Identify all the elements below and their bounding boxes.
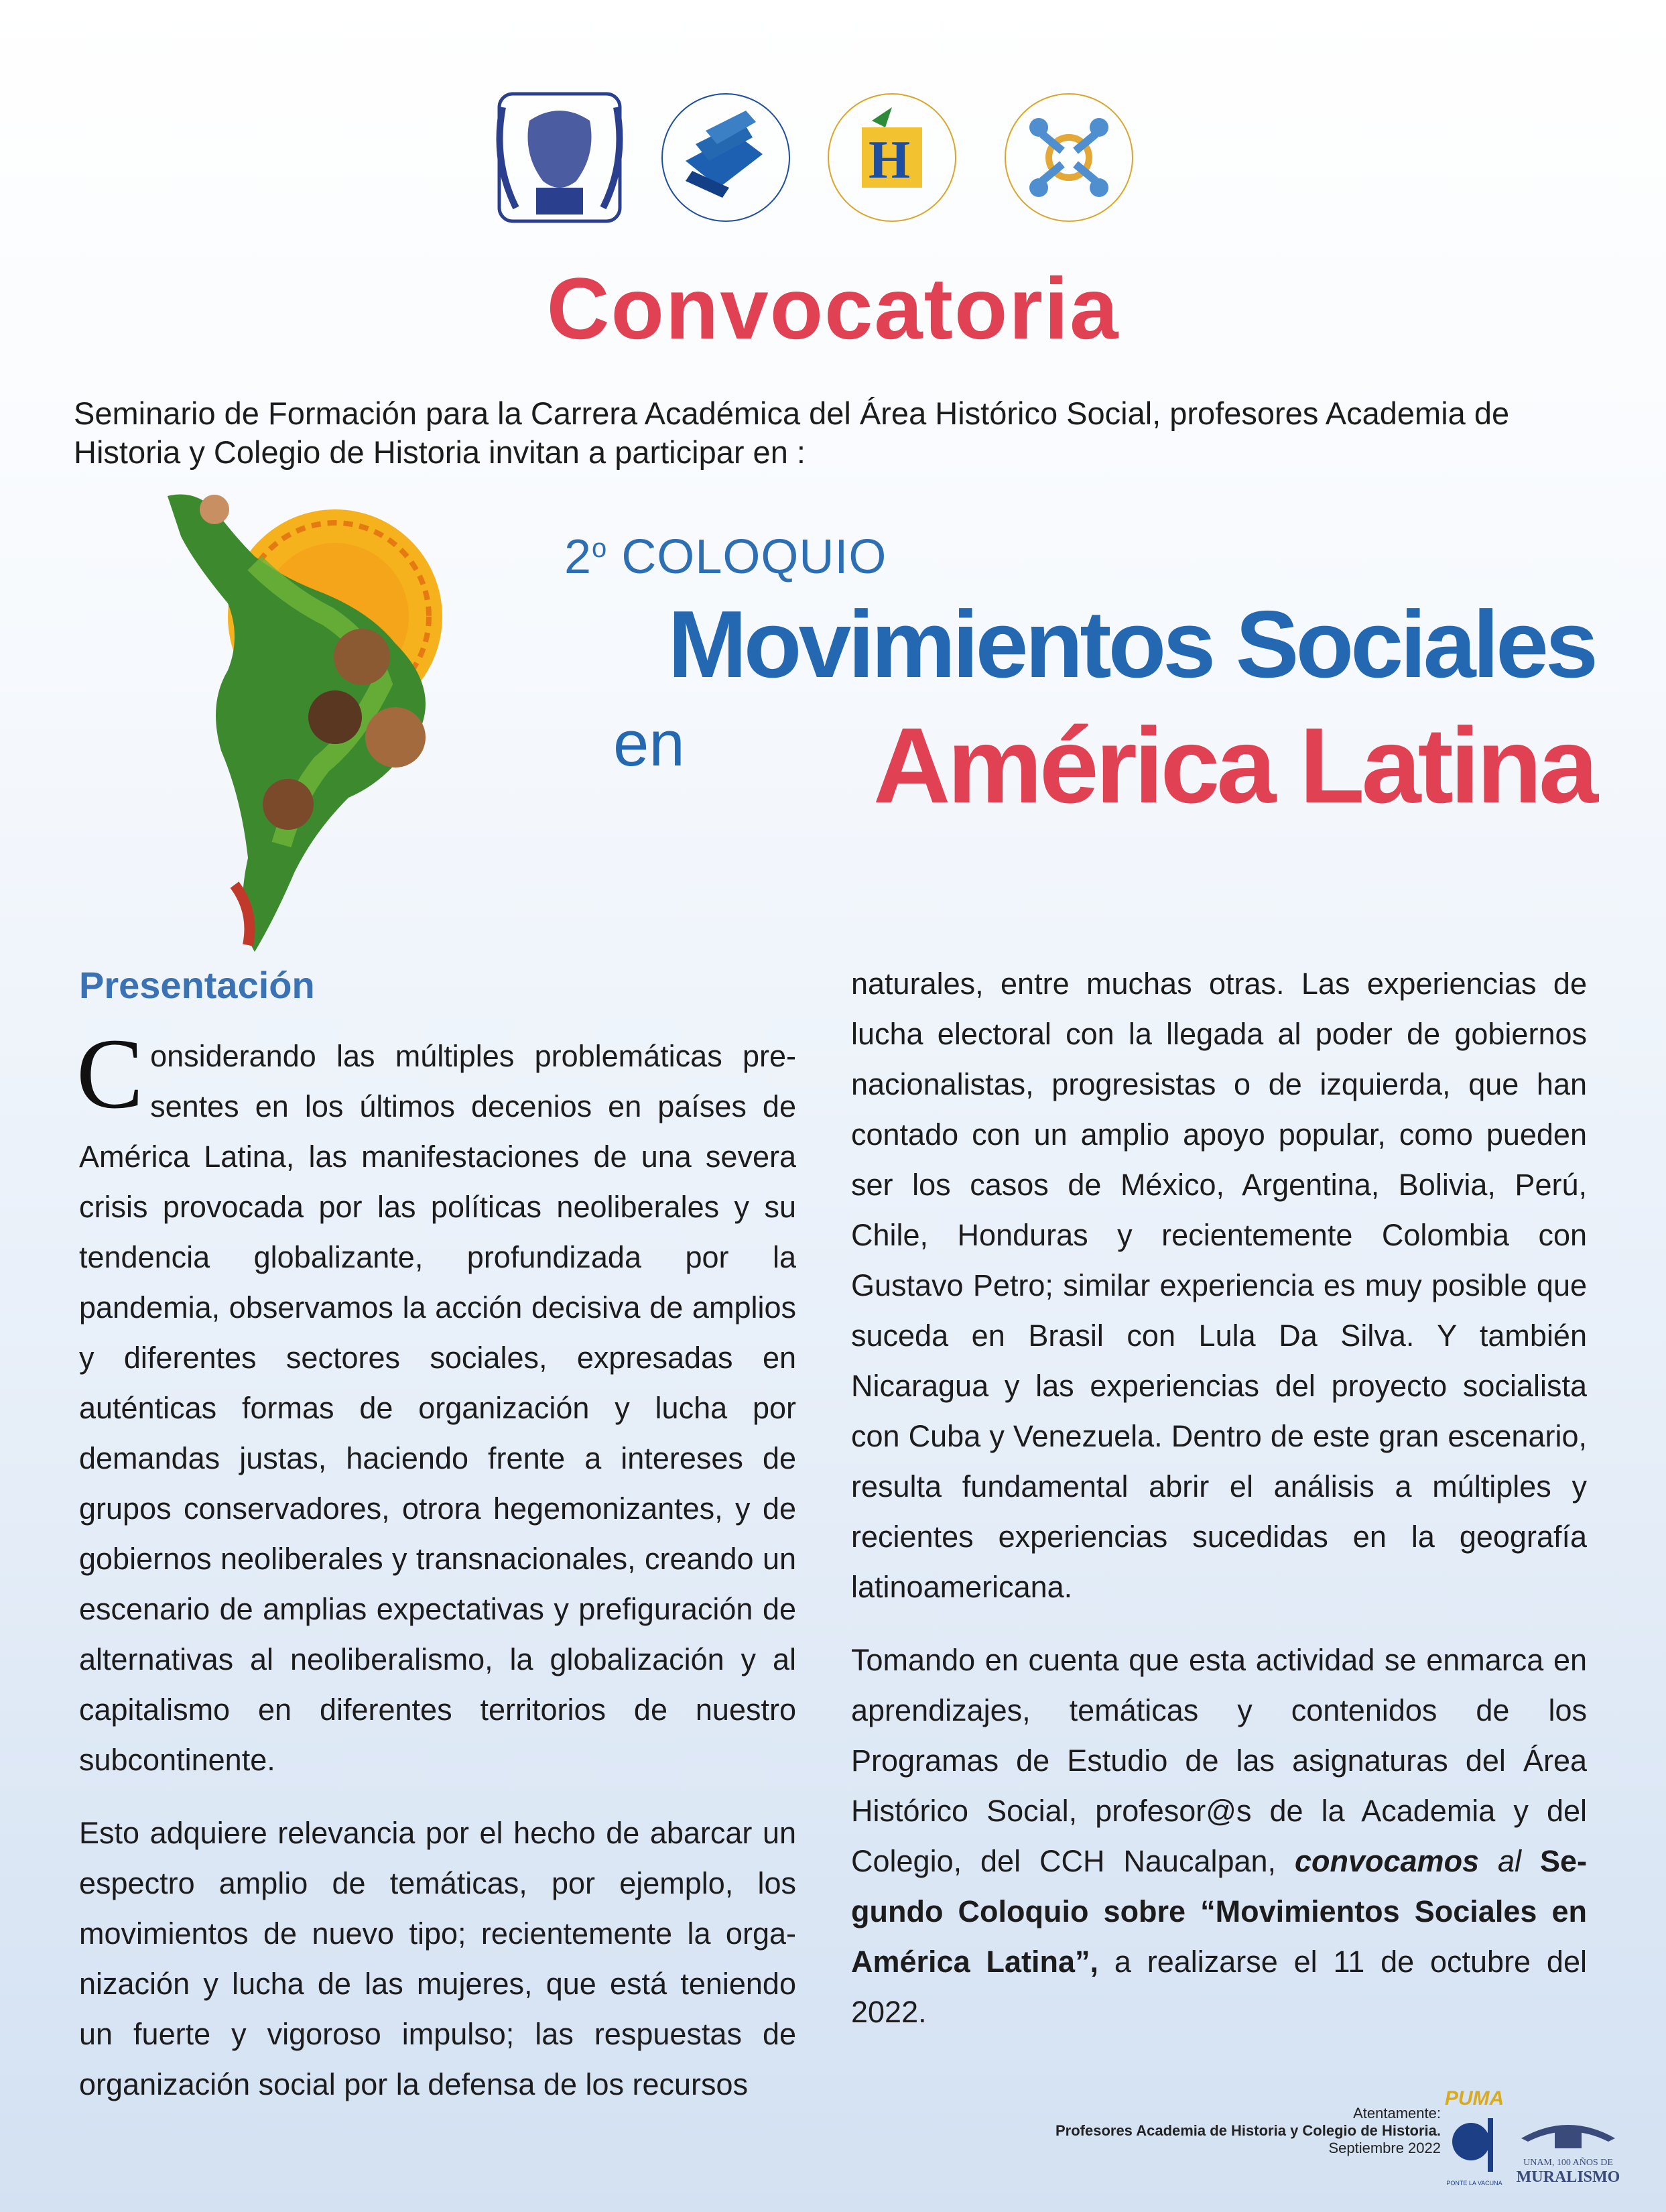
atentamente-label: Atentamente: xyxy=(1353,2105,1441,2122)
unam-crest-logo xyxy=(489,80,630,235)
paragraph-4: Tomando en cuenta que esta actividad se enmarca en aprendizajes, temáticas y contenidos de los Programas de Estudio de las asignaturas del Área Histórico Social, profesor@s de la Academia y del Colegio, del CCH Naucalpan, convocamos al Segundo Coloquio sobre “Movimientos Sociales en América Latina”, a realizarse el 11 de octubre del 2022. xyxy=(851,1643,1587,2029)
secretaria-docente-logo xyxy=(999,80,1139,235)
paragraph-2: Esto adquiere relevancia por el hecho de abarcar un espectro amplio de temáticas, por ejemplo, los movimientos de nuevo tipo; recientemente la organización y lucha de las mujeres, que está teniendo un fuerte y vigoroso impulso; las respuestas de organización social por la defensa de los recursos xyxy=(79,1816,796,2101)
signature-block xyxy=(871,2105,1441,2157)
date-text: Septiembre 2022 xyxy=(1328,2140,1441,2156)
event-title-line1: Movimientos Sociales xyxy=(667,591,1595,698)
drop-cap: C xyxy=(76,1018,144,1129)
svg-text:PUMA: PUMA xyxy=(1444,2087,1504,2109)
right-column xyxy=(851,959,1587,2060)
left-column xyxy=(76,964,796,2132)
paragraph-1: Considerando las múltiples problemáticas presentes en los últimos decenios en países de América Latina, las manifestaciones de una severa crisis provocada por las políticas neoliberales y su tendencia globalizante, profundizada por la pandemia, observamos la acción decisiva de amplios y diferentes sectores sociales, expresadas en auténticas formas de organización y lucha por demandas justas, haciendo frente a intereses de grupos conservadores, otrora hegemonizantes, y de gobiernos neoliberales y transnacionales, creando un escenario de amplias expectativas y prefiguración de alternativas al neoliberalismo, la globalización y al capitalismo en diferentes territorios de nuestro subcontinente. xyxy=(76,1018,796,1777)
cch-naucalpan-logo xyxy=(822,80,962,235)
signature-text: Profesores Academia de Historia y Colegio de Historia. xyxy=(1055,2122,1441,2139)
svg-text:UNAM, 100 AÑOS DE: UNAM, 100 AÑOS DE xyxy=(1523,2158,1613,2168)
event-title-connector: en xyxy=(613,708,685,780)
logo-row xyxy=(489,80,1146,241)
puma-vacuna-logo xyxy=(1444,2078,1504,2192)
cch-logo xyxy=(655,80,796,235)
svg-text:PONTE LA VACUNA: PONTE LA VACUNA xyxy=(1446,2180,1502,2187)
section-heading: Presentación xyxy=(79,964,315,1006)
event-title-line2: América Latina xyxy=(873,705,1595,825)
svg-text:H: H xyxy=(869,131,911,190)
latin-america-map-illustration xyxy=(154,483,523,959)
coloquio-label: 2$^o$ COLOQUIO xyxy=(564,530,887,584)
paragraph-3: naturales, entre muchas otras. Las experiencias de lucha electoral con la llegada al poder de gobiernos nacionalistas, progresistas o de izquierda, que han contado con un amplio apoyo popular, como pueden ser los casos de México, Argentina, Bolivia, Perú, Chile, Honduras y recientemente Colombia con Gustavo Petro; similar experiencia es muy posible que suceda en Brasil con Lula Da Silva. Y también Nicaragua y las experiencias del proyecto socialista con Cuba y Venezuela. Dentro de este gran escenario, resulta fundamental abrir el análisis a múltiples y recientes experiencias sucedidas en la geografía latinoamericana. xyxy=(851,967,1587,1604)
page-title: Convocatoria xyxy=(546,259,1120,357)
svg-text:MURALISMO: MURALISMO xyxy=(1516,2168,1620,2186)
muralismo-logo xyxy=(1508,2105,1628,2192)
intro-text: Seminario de Formación para la Carrera Académica del Área Histórico Social, profesores Academia de Historia y Colegio de Historia invitan a participar en : xyxy=(74,395,1510,470)
